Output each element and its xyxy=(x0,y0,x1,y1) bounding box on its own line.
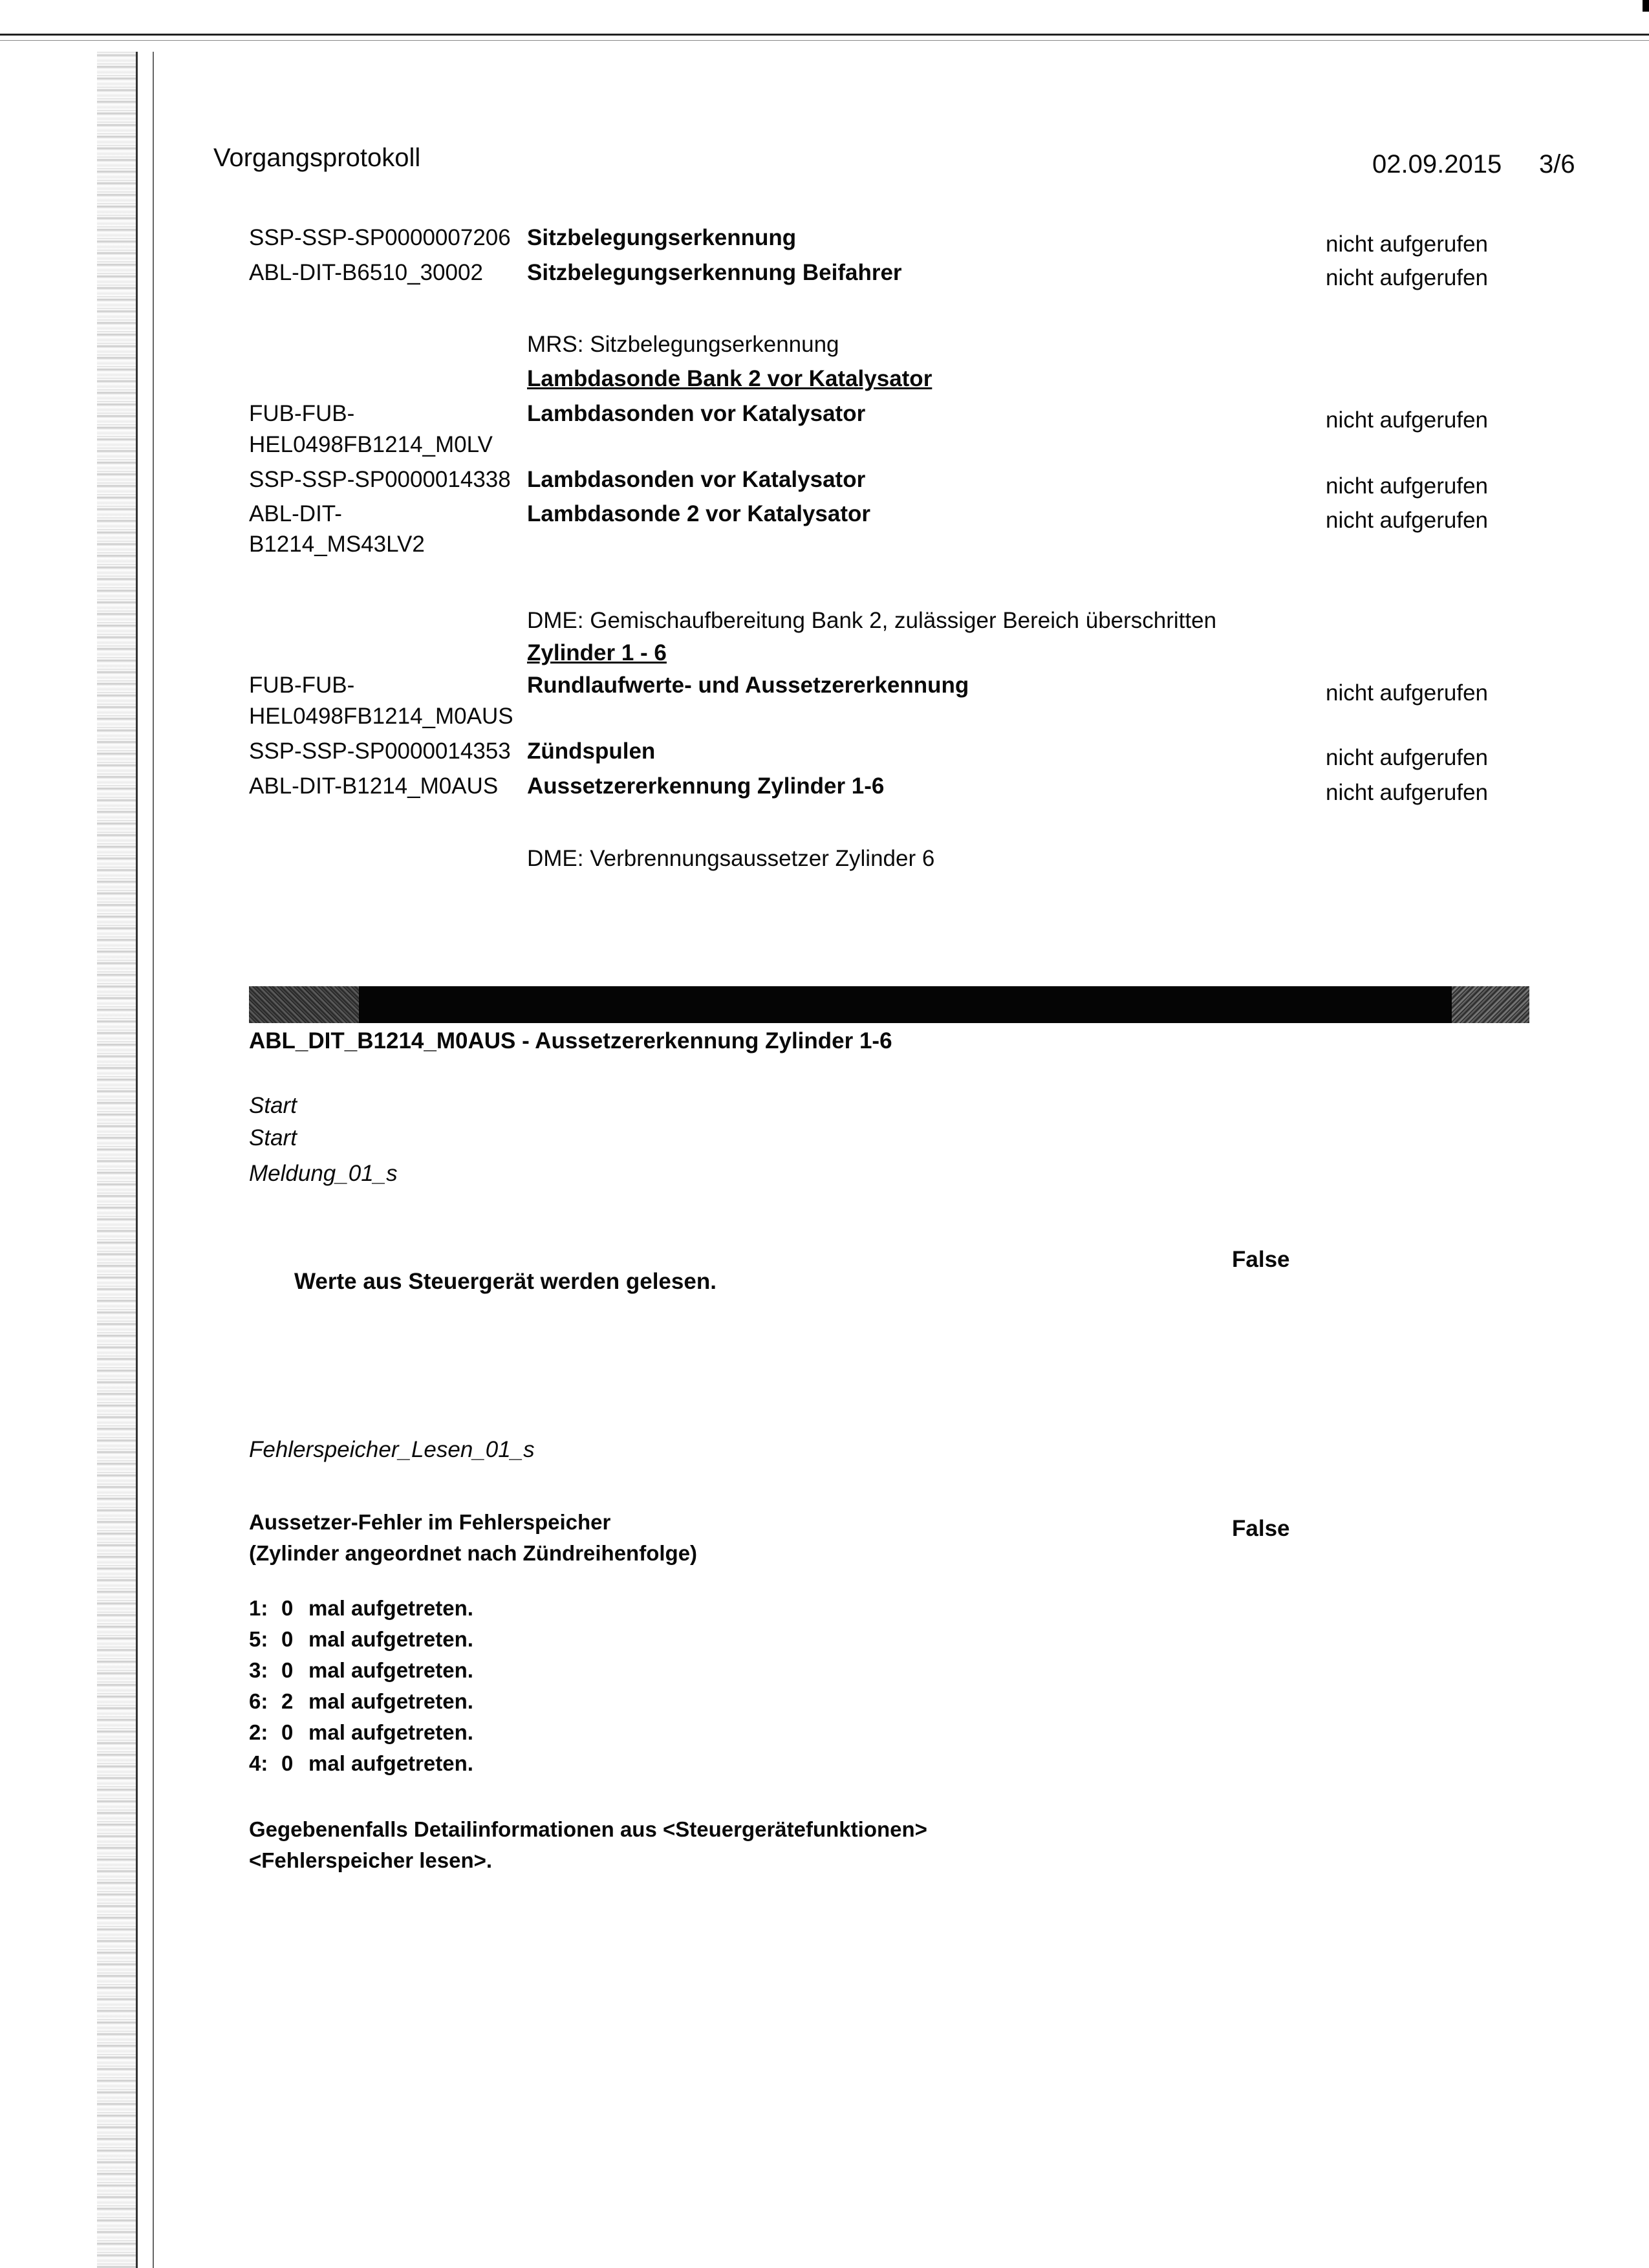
cylinder-number: 5: xyxy=(249,1627,268,1651)
cylinder-text: mal aufgetreten. xyxy=(308,1689,473,1713)
group-title: DME: Verbrennungsaussetzer Zylinder 6 xyxy=(527,846,935,871)
margin-line xyxy=(136,52,138,2268)
note-line: <Fehlerspeicher lesen>. xyxy=(249,1848,493,1872)
row-status: nicht aufgerufen xyxy=(1326,508,1489,533)
cylinder-number: 1: xyxy=(249,1596,268,1620)
row-name: Sitzbelegungserkennung Beifahrer xyxy=(527,260,902,285)
row-status: nicht aufgerufen xyxy=(1326,407,1489,433)
fault-title: Aussetzer-Fehler im Fehlerspeicher xyxy=(249,1510,611,1534)
message-text: Werte aus Steuergerät werden gelesen. xyxy=(294,1269,717,1294)
fault-result: False xyxy=(1232,1516,1290,1541)
cylinder-number: 3: xyxy=(249,1658,268,1682)
cylinder-number: 6: xyxy=(249,1689,268,1713)
row-code: FUB-FUB- xyxy=(249,673,355,698)
fault-subtitle: (Zylinder angeordnet nach Zündreihenfolge) xyxy=(249,1541,698,1565)
margin-line-inner xyxy=(153,52,154,2268)
top-rule xyxy=(0,34,1649,36)
cylinder-count: 0 xyxy=(281,1658,294,1682)
step-label: Start xyxy=(249,1093,297,1118)
row-status: nicht aufgerufen xyxy=(1326,680,1489,706)
step-label: Meldung_01_s xyxy=(249,1161,398,1186)
row-name: Lambdasonden vor Katalysator xyxy=(527,401,866,426)
note-line: Gegebenenfalls Detailinformationen aus <Steuergerätefunktionen> xyxy=(249,1817,927,1841)
row-status: nicht aufgerufen xyxy=(1326,745,1489,770)
cylinder-text: mal aufgetreten. xyxy=(308,1720,473,1744)
top-rule-thin xyxy=(0,40,1649,41)
section-bar xyxy=(249,986,1529,1023)
step-label: Fehlerspeicher_Lesen_01_s xyxy=(249,1437,535,1462)
step-label: Start xyxy=(249,1125,297,1150)
row-name: Lambdasonden vor Katalysator xyxy=(527,467,866,492)
row-status: nicht aufgerufen xyxy=(1326,473,1489,499)
cylinder-text: mal aufgetreten. xyxy=(308,1596,473,1620)
page-number: 3/6 xyxy=(1539,150,1575,178)
corner-mark xyxy=(1643,0,1649,12)
row-name: Sitzbelegungserkennung xyxy=(527,225,797,250)
row-code: SSP-SSP-SP0000007206 xyxy=(249,225,511,250)
cylinder-count: 0 xyxy=(281,1627,294,1651)
row-name: Aussetzererkennung Zylinder 1-6 xyxy=(527,773,885,799)
row-code: ABL-DIT-B6510_30002 xyxy=(249,260,483,285)
row-code: ABL-DIT- xyxy=(249,501,342,526)
row-name: Zündspulen xyxy=(527,739,656,764)
group-title: DME: Gemischaufbereitung Bank 2, zulässiger Bereich überschritten xyxy=(527,608,1217,633)
group-subtitle: Lambdasonde Bank 2 vor Katalysator xyxy=(527,366,932,391)
row-code-cont: HEL0498FB1214_M0AUS xyxy=(249,704,513,729)
row-status: nicht aufgerufen xyxy=(1326,265,1489,290)
group-subtitle: Zylinder 1 - 6 xyxy=(527,640,667,665)
row-code: FUB-FUB- xyxy=(249,401,355,426)
cylinder-number: 2: xyxy=(249,1720,268,1744)
row-status: nicht aufgerufen xyxy=(1326,232,1489,257)
row-code-cont: HEL0498FB1214_M0LV xyxy=(249,432,493,457)
row-status: nicht aufgerufen xyxy=(1326,780,1489,805)
row-name: Lambdasonde 2 vor Katalysator xyxy=(527,501,870,526)
row-code: SSP-SSP-SP0000014353 xyxy=(249,739,511,764)
group-title: MRS: Sitzbelegungserkennung xyxy=(527,332,839,357)
document-title: Vorgangsprotokoll xyxy=(213,144,421,172)
section-heading: ABL_DIT_B1214_M0AUS - Aussetzererkennung Zylinder 1-6 xyxy=(249,1028,892,1053)
cylinder-number: 4: xyxy=(249,1751,268,1775)
row-name: Rundlaufwerte- und Aussetzererkennung xyxy=(527,673,969,698)
cylinder-text: mal aufgetreten. xyxy=(308,1627,473,1651)
cylinder-text: mal aufgetreten. xyxy=(308,1751,473,1775)
document-date: 02.09.2015 xyxy=(1372,150,1502,178)
scan-edge xyxy=(97,52,136,2268)
message-result: False xyxy=(1232,1247,1290,1272)
cylinder-count: 0 xyxy=(281,1720,294,1744)
row-code-cont: B1214_MS43LV2 xyxy=(249,532,425,557)
row-code: ABL-DIT-B1214_M0AUS xyxy=(249,773,499,799)
cylinder-count: 0 xyxy=(281,1751,294,1775)
cylinder-text: mal aufgetreten. xyxy=(308,1658,473,1682)
cylinder-count: 2 xyxy=(281,1689,294,1713)
cylinder-count: 0 xyxy=(281,1596,294,1620)
row-code: SSP-SSP-SP0000014338 xyxy=(249,467,511,492)
